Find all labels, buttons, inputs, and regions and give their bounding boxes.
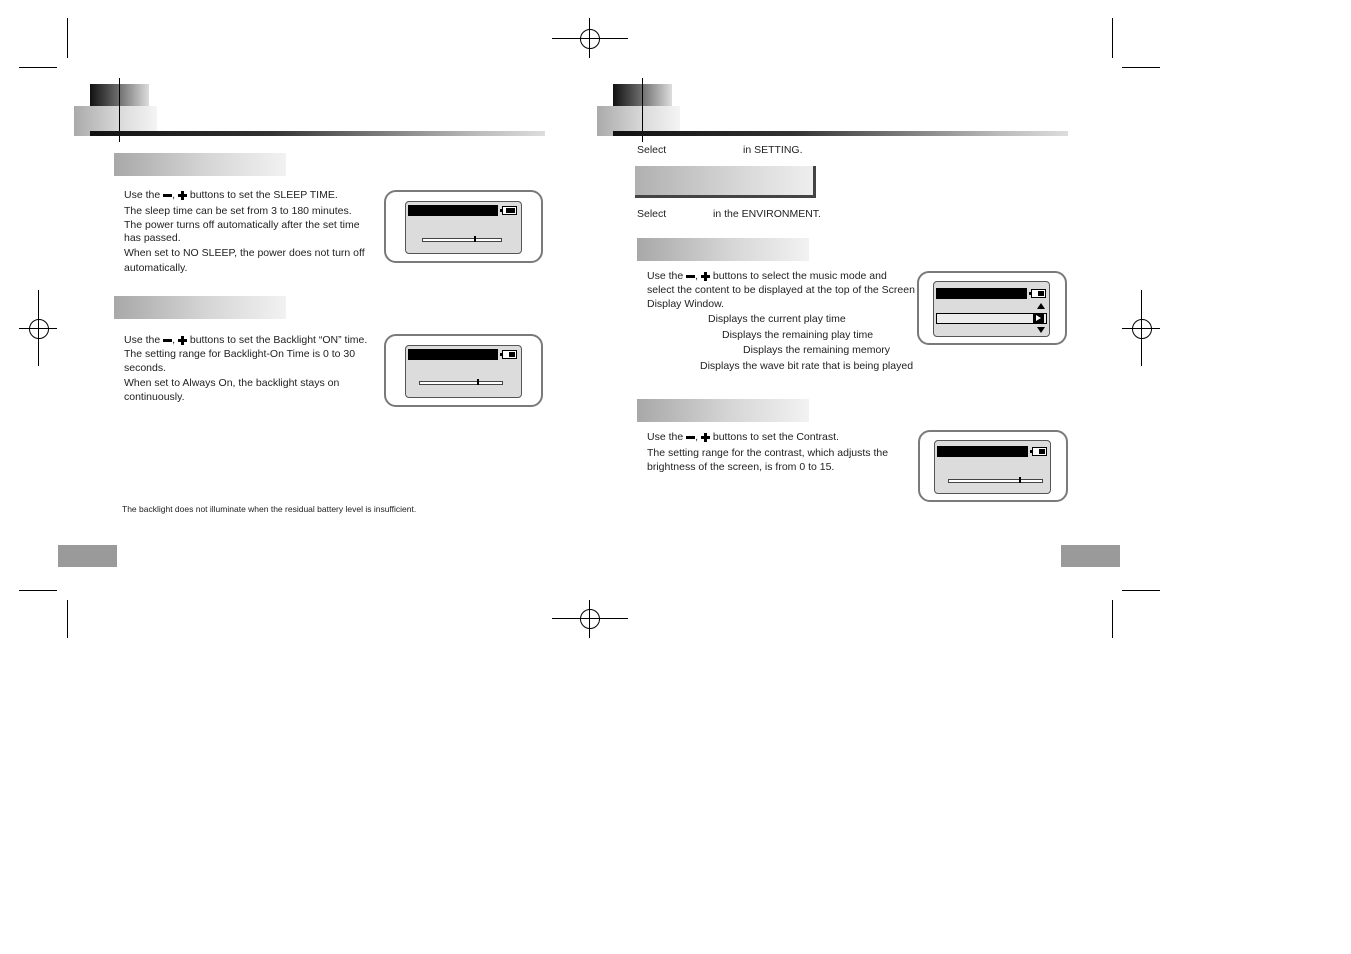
page-number-tab-left [58,545,117,567]
sleep-slider [422,238,502,242]
backlight-text: When set to Always On, the backlight stays on [124,377,340,389]
contrast-slider [948,479,1043,483]
battery-icon [502,350,517,359]
up-arrow-icon [1037,303,1045,309]
backlight-screen-illustration [384,334,543,407]
battery-icon [502,206,517,215]
environment-banner [635,166,816,198]
display-text: select the content to be displayed at the top of the Screen [647,284,915,296]
sleep-text: When set to NO SLEEP, the power does not turn off [124,247,365,259]
section-bar-sleep [114,153,286,176]
display-text: Display Window. [647,298,725,310]
plus-button-icon [701,433,710,442]
sleep-instruction: Use the , buttons to set the SLEEP TIME. [124,189,338,201]
sleep-text: has passed. [124,232,181,244]
battery-note: The backlight does not illuminate when the residual battery level is insufficient. [122,504,417,514]
contrast-text: brightness of the screen, is from 0 to 15. [647,461,835,473]
backlight-text: seconds. [124,362,167,374]
minus-button-icon [163,194,172,197]
section-bar-contrast [637,399,809,422]
select-environment-line: Select [637,208,667,220]
plus-button-icon [178,336,187,345]
select-setting-line: Select [637,144,667,156]
plus-button-icon [178,191,187,200]
contrast-screen-illustration [918,430,1068,502]
select-environment-suffix: in the ENVIRONMENT. [713,208,821,220]
display-screen-illustration [917,271,1067,345]
backlight-text: continuously. [124,391,185,403]
section-bar-backlight [114,296,286,319]
minus-button-icon [163,339,172,342]
display-option: Displays the current play time [708,313,846,325]
backlight-text: The setting range for Backlight-On Time is 0 to 30 [124,348,356,360]
header-rule-left [90,131,545,136]
selection-row [936,313,1047,324]
down-arrow-icon [1037,327,1045,333]
sleep-text: automatically. [124,262,188,274]
contrast-text: The setting range for the contrast, which adjusts the [647,447,889,459]
minus-button-icon [686,436,695,439]
backlight-instruction: Use the , buttons to set the Backlight “ON” time. [124,334,368,346]
backlight-slider [419,381,503,385]
sleep-text: The power turns off automatically after the set time [124,219,360,231]
plus-button-icon [701,272,710,281]
select-setting-suffix: in SETTING. [743,144,803,156]
display-option: Displays the wave bit rate that is being played [700,360,914,372]
display-instruction: Use the , buttons to select the music mode and [647,270,887,282]
battery-icon [1031,289,1046,298]
display-option: Displays the remaining play time [722,329,874,341]
minus-button-icon [686,275,695,278]
page-number-tab-right [1061,545,1120,567]
header-rule-right [613,131,1068,136]
play-arrow-icon [1033,313,1044,324]
section-bar-display [637,238,809,261]
sleep-screen-illustration [384,190,543,263]
sleep-text: The sleep time can be set from 3 to 180 minutes. [124,205,352,217]
display-option: Displays the remaining memory [743,344,891,356]
contrast-instruction: Use the , buttons to set the Contrast. [647,431,839,443]
battery-icon [1032,447,1047,456]
